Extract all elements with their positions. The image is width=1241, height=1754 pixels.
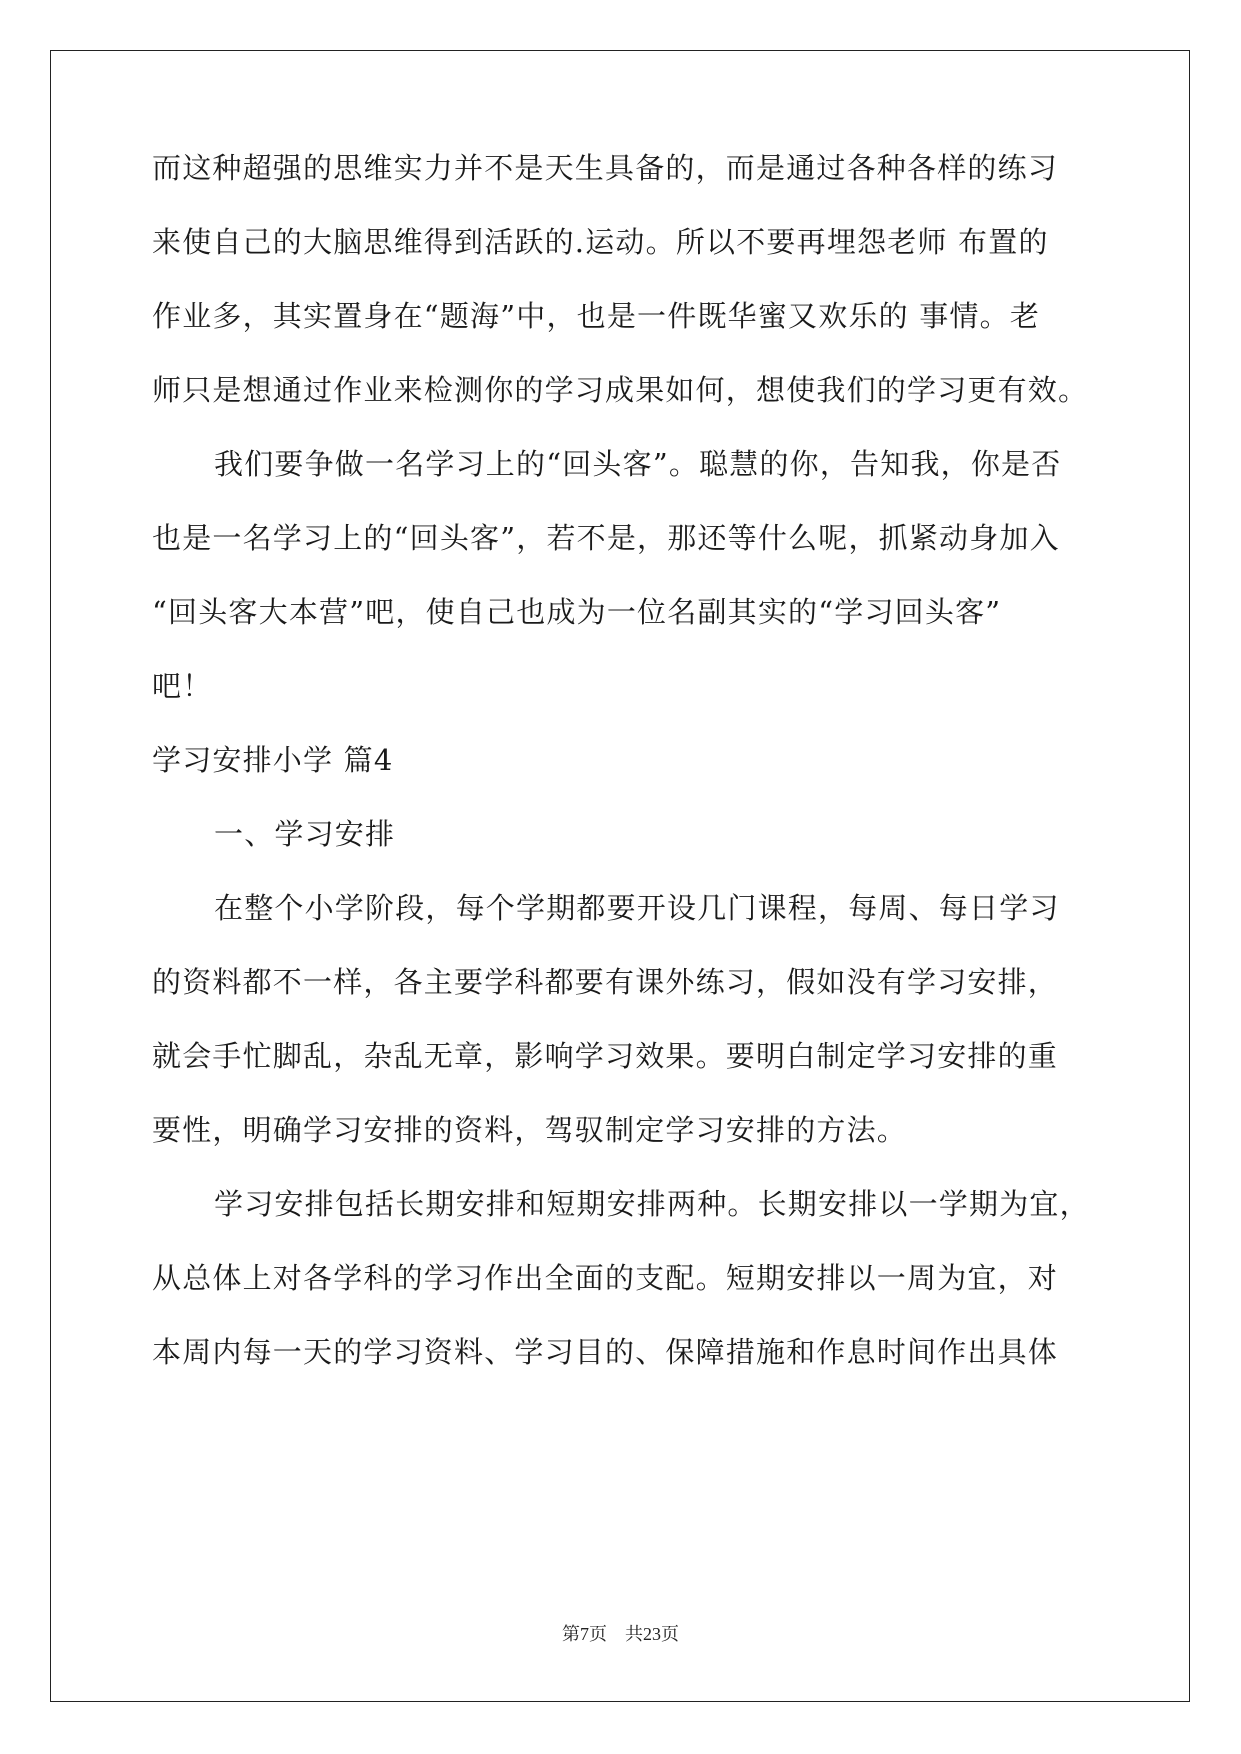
text-line: 也是一名学习上的“回头客”，若不是，那还等什么呢，抓紧动身加入 — [152, 521, 1060, 555]
text-line: 作业多，其实置身在“题海”中，也是一件既华蜜又欢乐的 事情。老 — [152, 299, 1041, 333]
text-line: “回头客大本营”吧，使自己也成为一位名副其实的“学习回头客” — [152, 595, 1002, 629]
text-line: 就会手忙脚乱，杂乱无章，影响学习效果。要明白制定学习安排的重 — [152, 1039, 1059, 1073]
text-line: 从总体上对各学科的学习作出全面的支配。短期安排以一周为宜，对 — [152, 1261, 1059, 1295]
paragraph-first-line: 学习安排包括长期安排和短期安排两种。长期安排以一学期为宜， — [214, 1187, 1090, 1221]
text-line: 而这种超强的思维实力并不是天生具备的，而是通过各种各样的练习 — [152, 151, 1059, 185]
text-line: 要性，明确学习安排的资料，驾驭制定学习安排的方法。 — [152, 1113, 908, 1147]
text-line: 的资料都不一样，各主要学科都要有课外练习，假如没有学习安排， — [152, 965, 1059, 999]
text-line: 来使自己的大脑思维得到活跃的.运动。所以不要再埋怨老师 布置的 — [152, 225, 1049, 259]
subsection-heading: 一、学习安排 — [214, 817, 396, 851]
section-heading: 学习安排小学 篇4 — [152, 743, 394, 777]
text-line: 师只是想通过作业来检测你的学习成果如何，想使我们的学习更有效。 — [152, 373, 1089, 407]
text-line: 吧！ — [152, 669, 213, 703]
text-line: 本周内每一天的学习资料、学习目的、保障措施和作息时间作出具体 — [152, 1335, 1059, 1369]
page-number-footer: 第7页 共23页 — [562, 1624, 679, 1644]
paragraph-first-line: 我们要争做一名学习上的“回头客”。聪慧的你，告知我，你是否 — [214, 447, 1062, 481]
paragraph-first-line: 在整个小学阶段，每个学期都要开设几门课程，每周、每日学习 — [214, 891, 1060, 925]
